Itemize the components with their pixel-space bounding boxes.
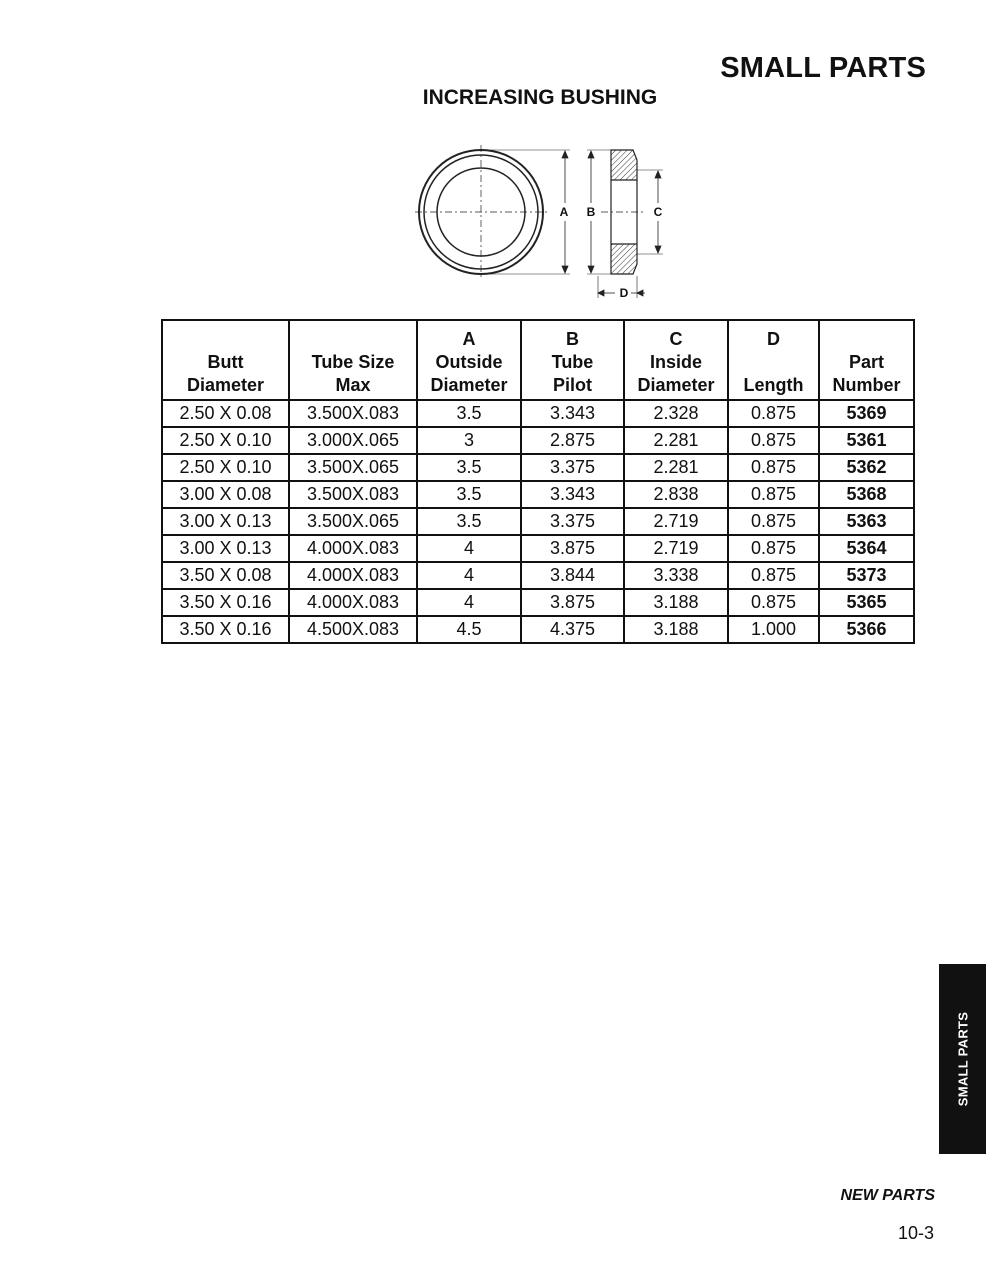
table-cell: 0.875 bbox=[728, 481, 819, 508]
table-row bbox=[162, 562, 914, 589]
table-cell: 0.875 bbox=[728, 562, 819, 589]
table-cell: 4.000X.083 bbox=[289, 589, 417, 616]
column-header-line3: Diameter bbox=[186, 375, 265, 395]
column-header bbox=[289, 320, 417, 400]
table-cell: 2.50 X 0.10 bbox=[162, 427, 289, 454]
table-cell: 3.500X.083 bbox=[289, 400, 417, 427]
column-header-line3: Pilot bbox=[553, 375, 592, 395]
column-header-line1 bbox=[163, 328, 288, 351]
table-cell: 3 bbox=[417, 427, 521, 454]
dimension-c-label: C bbox=[653, 205, 663, 219]
table-cell: 3.875 bbox=[521, 589, 624, 616]
side-view-drawing bbox=[587, 150, 663, 298]
column-header-line1 bbox=[290, 328, 416, 351]
table-cell: 3.500X.065 bbox=[289, 508, 417, 535]
table-cell: 2.719 bbox=[624, 508, 728, 535]
table-cell: 3.375 bbox=[521, 508, 624, 535]
table-cell: 3.188 bbox=[624, 589, 728, 616]
table-cell: 2.50 X 0.08 bbox=[162, 400, 289, 427]
table-cell: 0.875 bbox=[728, 400, 819, 427]
table-row bbox=[162, 454, 914, 481]
bushing-spec-table bbox=[161, 319, 915, 644]
part-number-cell: 5368 bbox=[819, 481, 914, 508]
table-cell: 2.875 bbox=[521, 427, 624, 454]
table-cell: 3.844 bbox=[521, 562, 624, 589]
table-cell: 2.281 bbox=[624, 454, 728, 481]
column-header bbox=[162, 320, 289, 400]
part-number-cell: 5363 bbox=[819, 508, 914, 535]
front-view-drawing bbox=[415, 145, 570, 280]
table-cell: 3.343 bbox=[521, 481, 624, 508]
table-cell: 2.838 bbox=[624, 481, 728, 508]
table-cell: 3.50 X 0.08 bbox=[162, 562, 289, 589]
section-title: SMALL PARTS bbox=[720, 52, 926, 84]
table-body bbox=[162, 400, 914, 643]
table-cell: 4.000X.083 bbox=[289, 535, 417, 562]
part-number-cell: 5366 bbox=[819, 616, 914, 643]
table-cell: 3.500X.065 bbox=[289, 454, 417, 481]
table-cell: 3.000X.065 bbox=[289, 427, 417, 454]
column-header-line1: B bbox=[566, 329, 579, 349]
table-cell: 1.000 bbox=[728, 616, 819, 643]
table-header-row bbox=[162, 320, 914, 400]
table-cell: 3.500X.083 bbox=[289, 481, 417, 508]
table-cell: 4.5 bbox=[417, 616, 521, 643]
page-number: 10-3 bbox=[897, 1223, 934, 1243]
table-cell: 3.50 X 0.16 bbox=[162, 616, 289, 643]
table-cell: 4 bbox=[417, 589, 521, 616]
column-header bbox=[624, 320, 728, 400]
column-header-line2: Tube bbox=[551, 352, 594, 372]
part-number-cell: 5365 bbox=[819, 589, 914, 616]
table-row bbox=[162, 589, 914, 616]
table-cell: 3.375 bbox=[521, 454, 624, 481]
table-cell: 3.343 bbox=[521, 400, 624, 427]
table-cell: 0.875 bbox=[728, 454, 819, 481]
column-header-line1 bbox=[820, 328, 913, 351]
part-number-cell: 5361 bbox=[819, 427, 914, 454]
table-cell: 3.5 bbox=[417, 400, 521, 427]
table-cell: 3.5 bbox=[417, 454, 521, 481]
table-cell: 2.281 bbox=[624, 427, 728, 454]
table-cell: 3.5 bbox=[417, 508, 521, 535]
table-cell: 2.328 bbox=[624, 400, 728, 427]
column-header-line1: C bbox=[669, 329, 683, 349]
column-header-line1: A bbox=[462, 329, 476, 349]
column-header-line2: Butt bbox=[207, 352, 244, 372]
column-header bbox=[819, 320, 914, 400]
dimension-a-label: A bbox=[559, 205, 569, 219]
table-cell: 0.875 bbox=[728, 508, 819, 535]
column-header-line2: Inside bbox=[649, 352, 702, 372]
table-row bbox=[162, 400, 914, 427]
side-tab-label: SMALL PARTS bbox=[955, 1011, 970, 1107]
part-number-cell: 5369 bbox=[819, 400, 914, 427]
table-cell: 4 bbox=[417, 562, 521, 589]
dimension-d-label: D bbox=[619, 286, 629, 300]
product-title: INCREASING BUSHING bbox=[422, 86, 658, 109]
table-cell: 0.875 bbox=[728, 427, 819, 454]
table-cell: 0.875 bbox=[728, 535, 819, 562]
new-parts-note: NEW PARTS bbox=[840, 1187, 935, 1204]
table-cell: 4 bbox=[417, 535, 521, 562]
table-row bbox=[162, 535, 914, 562]
column-header-line1: D bbox=[767, 329, 780, 349]
column-header-line2: Outside bbox=[435, 352, 503, 372]
table-cell: 0.875 bbox=[728, 589, 819, 616]
table-cell: 3.50 X 0.16 bbox=[162, 589, 289, 616]
column-header-line3: Length bbox=[743, 375, 804, 395]
side-tab-small-parts[interactable] bbox=[939, 964, 986, 1154]
table-cell: 3.5 bbox=[417, 481, 521, 508]
table-cell: 3.338 bbox=[624, 562, 728, 589]
column-header-line2: Part bbox=[848, 352, 884, 372]
table-row bbox=[162, 616, 914, 643]
table-cell: 3.188 bbox=[624, 616, 728, 643]
table-cell: 3.00 X 0.13 bbox=[162, 535, 289, 562]
table-cell: 4.500X.083 bbox=[289, 616, 417, 643]
column-header-line2: Tube Size bbox=[311, 352, 395, 372]
column-header-line3: Diameter bbox=[637, 375, 715, 395]
table-row bbox=[162, 508, 914, 535]
column-header-line3: Number bbox=[832, 375, 901, 395]
table-cell: 2.50 X 0.10 bbox=[162, 454, 289, 481]
bushing-diagram bbox=[405, 140, 685, 305]
part-number-cell: 5362 bbox=[819, 454, 914, 481]
column-header bbox=[417, 320, 521, 400]
table-cell: 4.000X.083 bbox=[289, 562, 417, 589]
table-row bbox=[162, 481, 914, 508]
table-row bbox=[162, 427, 914, 454]
table-cell: 3.00 X 0.13 bbox=[162, 508, 289, 535]
column-header-line3: Max bbox=[335, 375, 371, 395]
dimension-b-label: B bbox=[586, 205, 596, 219]
table-cell: 3.875 bbox=[521, 535, 624, 562]
column-header bbox=[521, 320, 624, 400]
column-header bbox=[728, 320, 819, 400]
table-cell: 2.719 bbox=[624, 535, 728, 562]
table-cell: 3.00 X 0.08 bbox=[162, 481, 289, 508]
column-header-line2 bbox=[729, 351, 818, 374]
column-header-line3: Diameter bbox=[430, 375, 508, 395]
table-cell: 4.375 bbox=[521, 616, 624, 643]
part-number-cell: 5373 bbox=[819, 562, 914, 589]
part-number-cell: 5364 bbox=[819, 535, 914, 562]
